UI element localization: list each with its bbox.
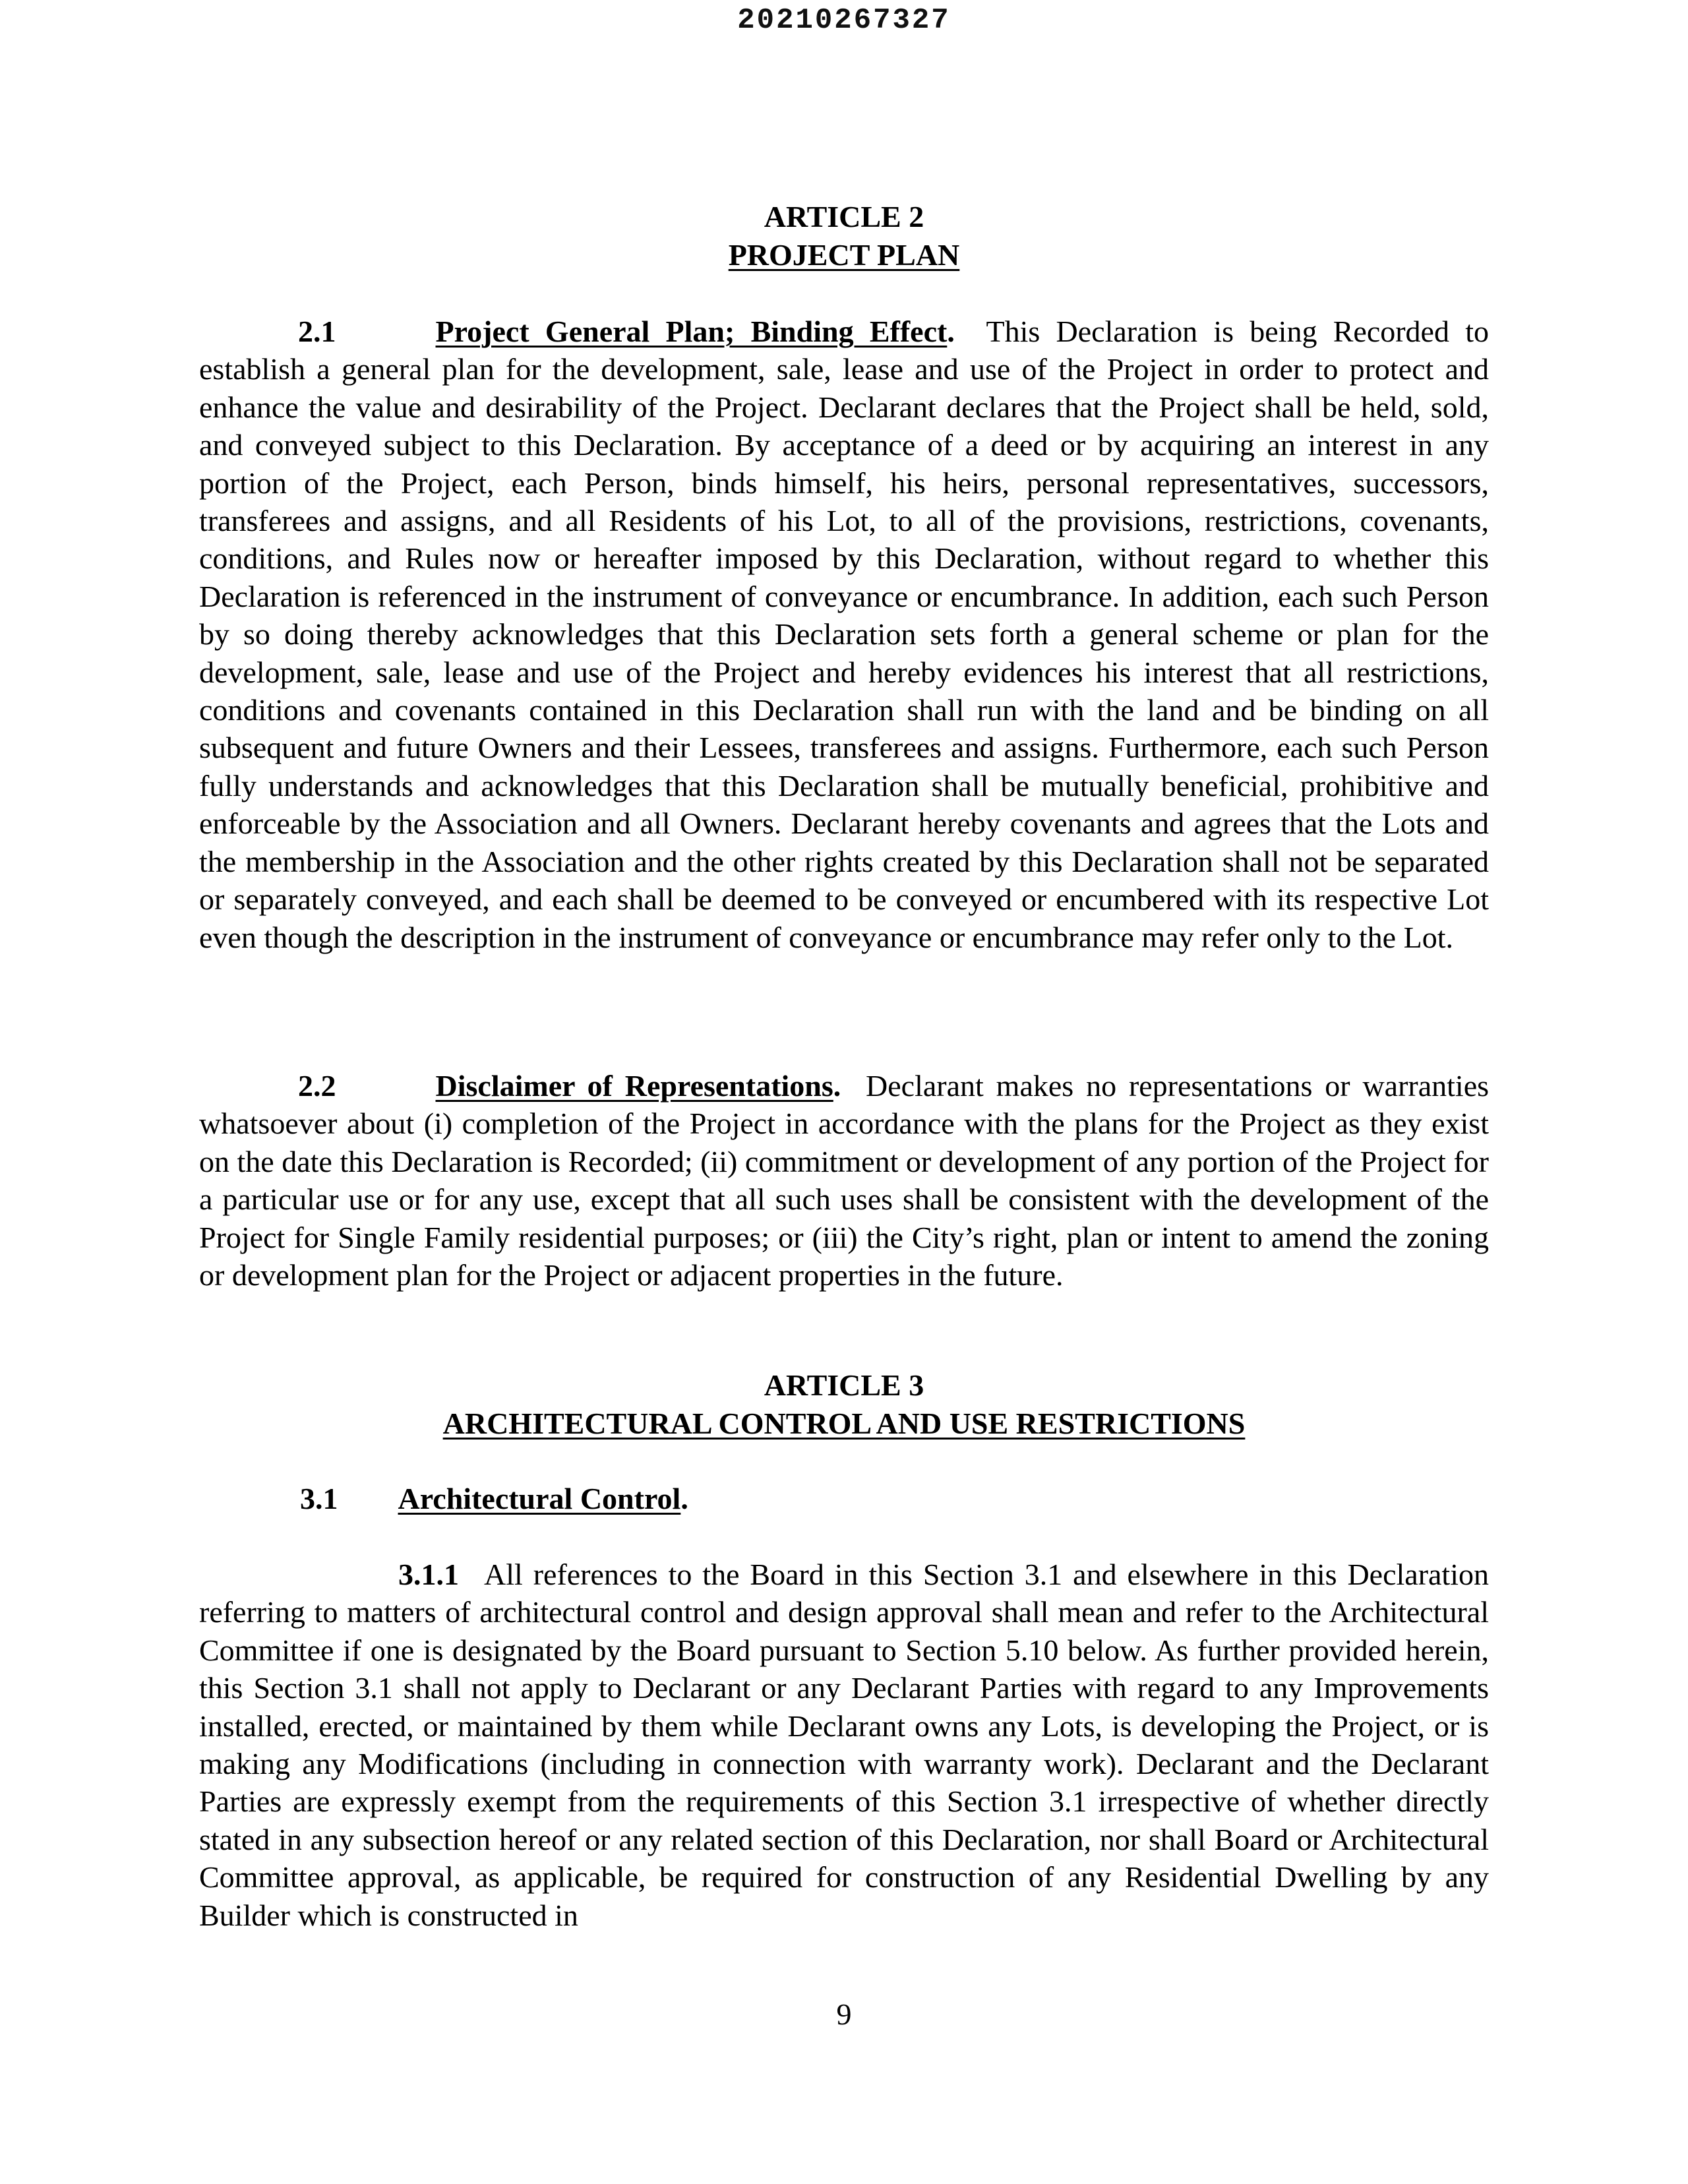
section-2-2-title-punct: .: [833, 1069, 841, 1103]
section-2-1-title-punct: .: [947, 315, 955, 348]
section-3-1-heading: [300, 1480, 1487, 1517]
article-2-title: PROJECT PLAN: [728, 238, 960, 272]
section-3-1-title-punct: .: [680, 1482, 688, 1515]
section-3-1-number: 3.1: [300, 1482, 338, 1515]
section-3-1-1-number: 3.1.1: [398, 1558, 459, 1591]
page-number: 9: [836, 1997, 852, 2031]
section-2-1-body: This Declaration is being Recorded to establish a general plan for the development, sale, lease and use of the Project in order to protect and enhance the value and desirability of the Project. Declarant declares that the Project shall be held, sold, and conveyed subject to this Declaration. By acceptance of a deed or by acquiring an interest in any portion of the Project, each Person, binds himself, his heirs, personal representatives, successors, transferees and assigns, and all Residents of his Lot, to all of the provisions, restrictions, covenants, conditions, and Rules now or hereafter imposed by this Declaration, without regard to whether this Declaration is referenced in the instrument of conveyance or encumbrance. In addition, each such Person by so doing thereby acknowledges that this Declaration sets forth a general scheme or plan for the development, sale, lease and use of the Project and hereby evidences his interest that all restrictions, conditions and covenants contained in this Declaration shall run with the land and be binding on all subsequent and future Owners and their Lessees, transferees and assigns. Furthermore, each such Person fully understands and acknowledges that this Declaration shall be mutually beneficial, prohibitive and enforceable by the Association and all Owners. Declarant hereby covenants and agrees that the Lots and the membership in the Association and the other rights created by this Declaration shall not be separated or separately conveyed, and each shall be deemed to be conveyed or encumbered with its respective Lot even though the description in the instrument of conveyance or encumbrance may refer only to the Lot.: [199, 315, 1490, 954]
section-3-1-title: Architectural Control: [398, 1482, 681, 1515]
article-2-label: ARTICLE 2: [764, 200, 924, 233]
section-2-2-number: 2.2: [298, 1069, 336, 1103]
section-2-1-number: 2.1: [298, 315, 336, 348]
article-2-heading: [0, 198, 1688, 274]
section-2-1: [199, 313, 1489, 956]
section-2-1-title: Project General Plan; Binding Effect: [435, 315, 948, 348]
document-number: 20210267327: [737, 4, 951, 37]
section-2-2: [199, 1067, 1489, 1294]
section-3-1-1: [199, 1556, 1489, 1934]
article-3-label: ARTICLE 3: [764, 1368, 924, 1402]
article-3-heading: [0, 1366, 1688, 1443]
article-3-title: ARCHITECTURAL CONTROL AND USE RESTRICTIONS: [442, 1407, 1246, 1440]
section-3-1-1-body: All references to the Board in this Section 3.1 and elsewhere in this Declaration referring to matters of architectural control and design approval shall mean and refer to the Architectural Committee if one is designated by the Board pursuant to Section 5.10 below. As further provided herein, this Section 3.1 shall not apply to Declarant or any Declarant Parties with regard to any Improvements installed, erected, or maintained by them while Declarant owns any Lots, is developing the Project, or is making any Modifications (including in connection with warranty work). Declarant and the Declarant Parties are expressly exempt from the requirements of this Section 3.1 irrespective of whether directly stated in any subsection hereof or any related section of this Declaration, nor shall Board or Architectural Committee approval, as applicable, be required for construction of any Residential Dwelling by any Builder which is constructed in: [199, 1558, 1489, 1932]
section-2-2-body: Declarant makes no representations or warranties whatsoever about (i) completion of the Project in accordance with the plans for the Project as they exist on the date this Declaration is Recorded; (ii) commitment or development of any portion of the Project for a particular use or for any use, except that all such uses shall be consistent with the development of the Project for Single Family residential purposes; or (iii) the City’s right, plan or intent to amend the zoning or development plan for the Project or adjacent properties in the future.: [199, 1069, 1490, 1292]
section-2-2-title: Disclaimer of Representations: [435, 1069, 833, 1103]
